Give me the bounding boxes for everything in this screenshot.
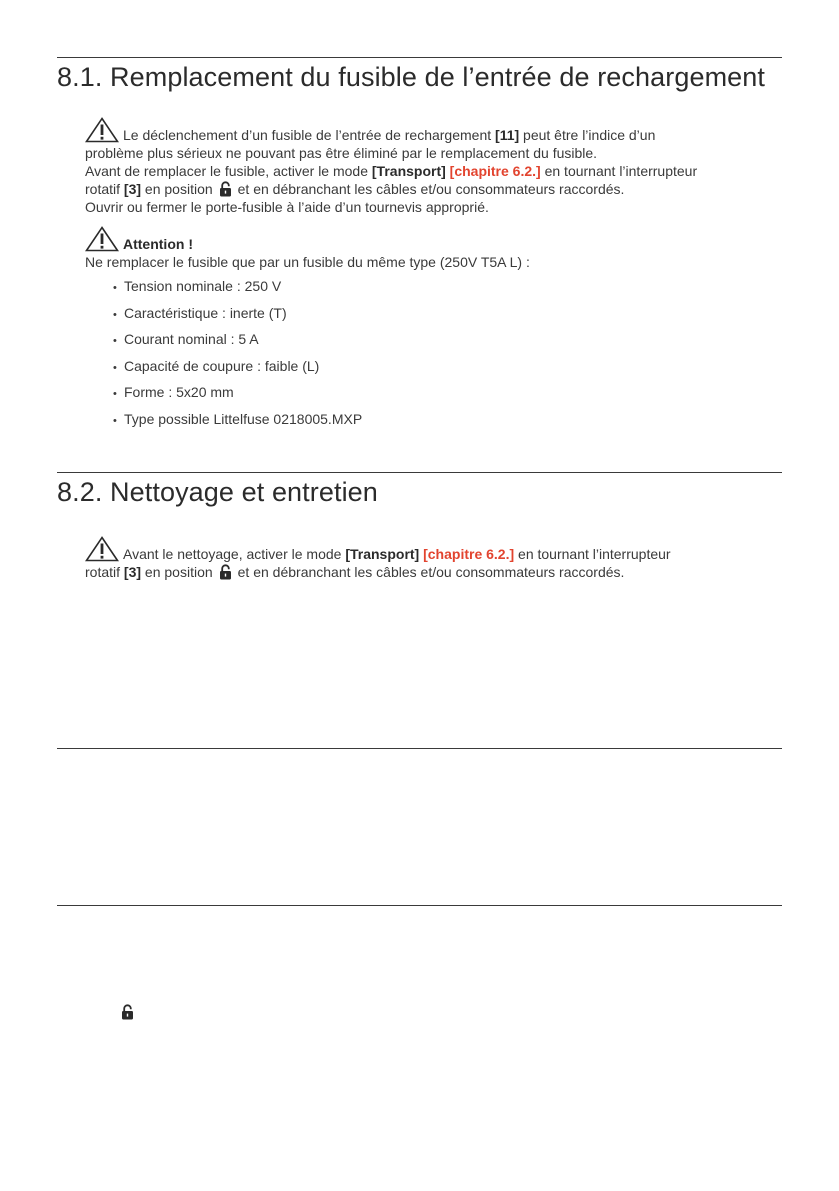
- divider-rule-3: [57, 748, 782, 749]
- open-padlock-icon: [121, 1004, 134, 1020]
- warning-1-line-4-b: en position: [144, 181, 213, 197]
- warning-1-line-2: problème plus sérieux ne pouvant pas être éliminé par le remplacement du fusible.: [85, 145, 598, 161]
- ref-fuse-11: [11]: [495, 127, 520, 143]
- list-item: • Caractéristique : inerte (T): [113, 304, 362, 331]
- warning-1-line-4-a: rotatif: [85, 181, 121, 197]
- warning-1-line-4-c: et en débranchant les câbles et/ou consommateurs raccordés.: [237, 181, 625, 197]
- ref-switch-3: [3]: [123, 564, 142, 580]
- section-8-2-title: 8.2. Nettoyage et entretien: [57, 477, 378, 507]
- warning-8-2-text-a: Avant le nettoyage, activer le mode: [123, 546, 342, 562]
- transport-mode-ref: [Transport]: [371, 163, 446, 179]
- list-item: • Capacité de coupure : faible (L): [113, 357, 362, 384]
- warning-triangle-icon: [85, 226, 119, 252]
- warning-1-text-b: peut être l’indice d’un: [523, 127, 656, 143]
- warning-1-line-3-b: en tournant l’interrupteur: [544, 163, 698, 179]
- warning-triangle-icon: [85, 117, 119, 143]
- list-item: • Courant nominal : 5 A: [113, 330, 362, 357]
- ref-switch-3: [3]: [123, 181, 142, 197]
- section-8-1-warning-1: [85, 117, 785, 216]
- warning-1-line-5: Ouvrir ou fermer le porte-fusible à l’aide d’un tournevis approprié.: [85, 199, 489, 215]
- section-8-2-rule: [57, 472, 782, 473]
- fuse-type-line: Ne remplacer le fusible que par un fusible du même type (250V T5A L) :: [85, 254, 530, 270]
- section-8-1-title: 8.1. Remplacement du fusible de l’entrée de rechargement: [57, 62, 766, 92]
- list-item: • Forme : 5x20 mm: [113, 383, 362, 410]
- transport-mode-ref: [Transport]: [345, 546, 420, 562]
- warning-8-2-line-2-c: et en débranchant les câbles et/ou consommateurs raccordés.: [237, 564, 625, 580]
- fuse-spec-list: [113, 277, 362, 436]
- chapter-6-2-link[interactable]: [chapitre 6.2.]: [449, 163, 541, 179]
- warning-8-2-line-2-b: en position: [144, 564, 213, 580]
- warning-8-2-line-2-a: rotatif: [85, 564, 121, 580]
- attention-label: Attention !: [123, 236, 193, 252]
- warning-8-2-text-b: en tournant l’interrupteur: [518, 546, 671, 562]
- warning-triangle-icon: [85, 536, 119, 562]
- section-8-2-warning: [85, 536, 785, 581]
- section-8-1-warning-2: [85, 226, 785, 271]
- open-padlock-icon: [219, 564, 232, 580]
- section-8-1-rule: [57, 57, 782, 58]
- list-item: • Tension nominale : 250 V: [113, 277, 362, 304]
- divider-rule-4: [57, 905, 782, 906]
- list-item: • Type possible Littelfuse 0218005.MXP: [113, 410, 362, 437]
- warning-1-text-a: Le déclenchement d’un fusible de l’entrée de rechargement: [123, 127, 492, 143]
- chapter-6-2-link[interactable]: [chapitre 6.2.]: [423, 546, 515, 562]
- warning-1-line-3-a: Avant de remplacer le fusible, activer le mode: [85, 163, 368, 179]
- open-padlock-icon: [219, 181, 232, 197]
